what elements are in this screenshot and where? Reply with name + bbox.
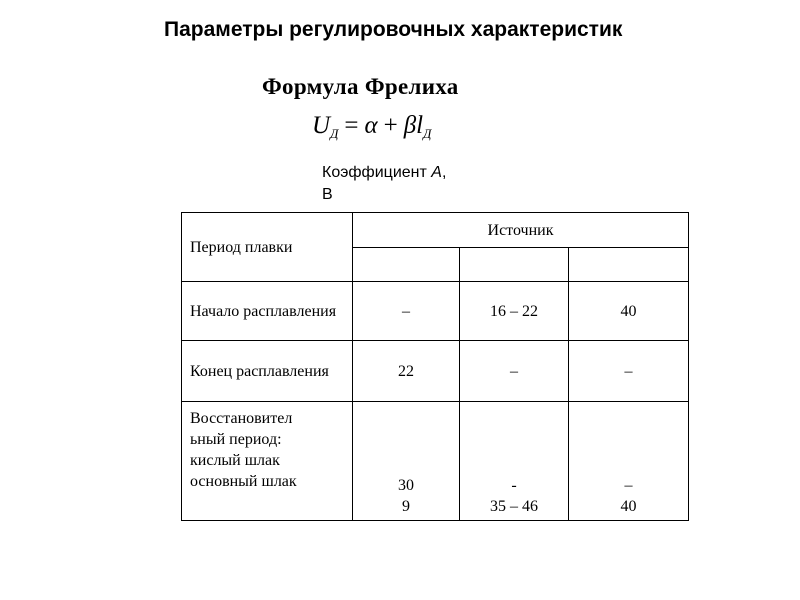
subheader-cell [460,248,569,282]
formula-heading: Формула Фрелиха [262,74,459,99]
coefficient-b: В [322,186,333,203]
table-row [182,341,689,402]
table-cell: – [353,282,460,341]
table-cell [353,402,460,521]
slide-title: Параметры регулировочных характеристик [164,18,623,41]
table-cell: – [460,341,569,402]
cell-line: 30 [398,477,414,494]
formula-beta-subscript: Д [423,126,432,141]
table-row [182,402,689,521]
subheader-cell [569,248,689,282]
formula-lhs-subscript: Д [330,126,339,141]
formula-alpha: α [364,112,378,139]
table-cell [460,402,569,521]
cell-line: 40 [620,498,637,515]
row-label-line: ьный период: [190,431,282,448]
coefficient-note [322,162,522,206]
formula-lhs: U [312,112,331,139]
row-label-line: Восстановител [190,410,293,427]
coefficient-label: Коэффициент [322,164,432,181]
header-source: Источник [353,213,689,248]
table-cell: – [569,341,689,402]
table-header-row [182,213,689,248]
table-cell [569,402,689,521]
row-label-line: кислый шлак [190,452,280,469]
table-cell: 22 [353,341,460,402]
formula-equals: = [344,112,359,139]
parameters-table [181,212,689,521]
header-period: Период плавки [182,213,353,282]
coefficient-a: A [431,164,442,181]
row-label: Начало расплавления [182,282,353,341]
subheader-cell [353,248,460,282]
table-cell: 40 [569,282,689,341]
row-label: Конец расплавления [182,341,353,402]
frelikh-formula [312,112,431,142]
row-label [182,402,353,521]
cell-line: 35 – 46 [490,498,538,515]
cell-line: 9 [402,498,410,515]
coefficient-separator: , [441,164,447,181]
formula-beta-term: βl [403,112,424,139]
cell-line: – [624,477,633,494]
formula-plus: + [383,112,398,139]
cell-line: - [511,477,517,494]
table-cell: 16 – 22 [460,282,569,341]
row-label-line: основный шлак [190,473,297,490]
table-row [182,282,689,341]
